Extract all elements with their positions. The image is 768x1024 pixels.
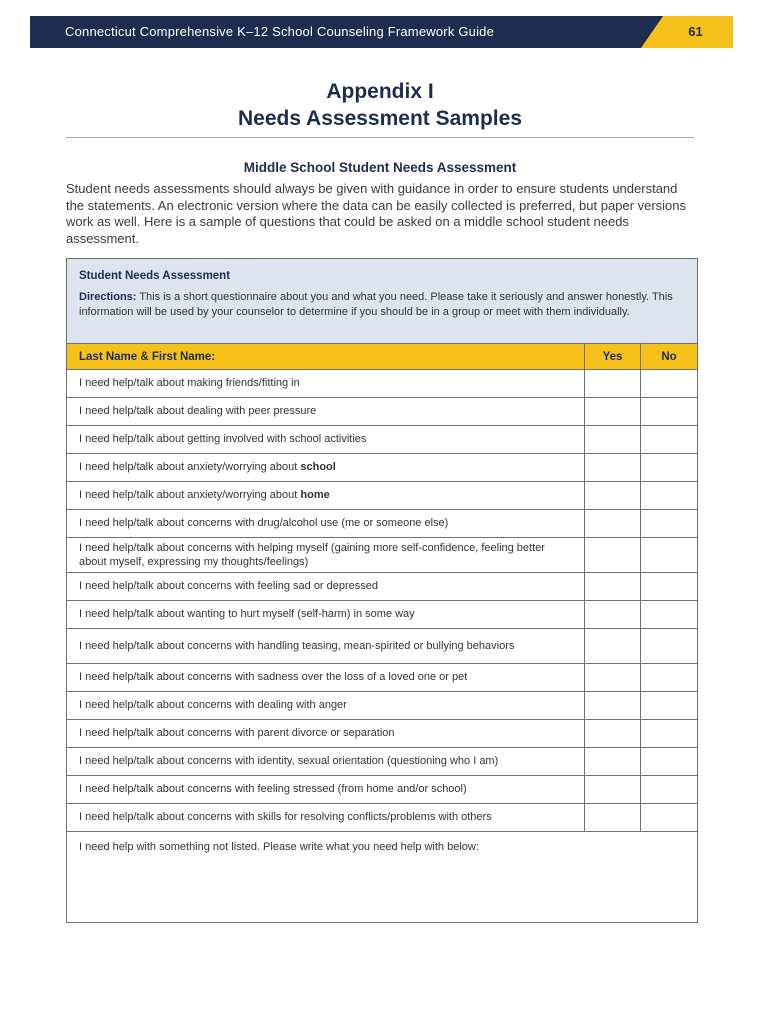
yes-checkbox-cell[interactable]: [585, 776, 641, 804]
table-row: [67, 601, 698, 629]
other-needs-response-area[interactable]: [67, 832, 698, 923]
running-header-title: Connecticut Comprehensive K–12 School Counseling Framework Guide: [65, 24, 495, 39]
item-statement: [67, 601, 585, 629]
other-needs-prompt: I need help with something not listed. Please write what you need help with below:: [79, 841, 479, 853]
table-row: [67, 720, 698, 748]
yes-checkbox-cell[interactable]: [585, 692, 641, 720]
form-directions: [79, 290, 686, 319]
item-statement: [67, 454, 585, 482]
table-row: [67, 692, 698, 720]
item-statement: [67, 538, 585, 573]
item-statement: [67, 510, 585, 538]
section-title: Middle School Student Needs Assessment: [243, 160, 517, 175]
table-row: [67, 776, 698, 804]
yes-checkbox-cell[interactable]: [585, 426, 641, 454]
yes-checkbox-cell[interactable]: [585, 538, 641, 573]
no-checkbox-cell[interactable]: [641, 692, 698, 720]
table-row: [67, 482, 698, 510]
no-checkbox-cell[interactable]: [641, 510, 698, 538]
item-emphasis: home: [300, 489, 330, 502]
form-title: Student Needs Assessment: [79, 270, 231, 282]
table-row: [67, 664, 698, 692]
no-checkbox-cell[interactable]: [641, 454, 698, 482]
yes-checkbox-cell[interactable]: [585, 573, 641, 601]
item-statement: [67, 776, 585, 804]
yes-checkbox-cell[interactable]: [585, 510, 641, 538]
table-row: [67, 398, 698, 426]
no-checkbox-cell[interactable]: [641, 538, 698, 573]
no-checkbox-cell[interactable]: [641, 426, 698, 454]
item-statement: [67, 398, 585, 426]
table-row: [67, 573, 698, 601]
item-statement: [67, 370, 585, 398]
no-checkbox-cell[interactable]: [641, 720, 698, 748]
yes-checkbox-cell[interactable]: [585, 720, 641, 748]
intro-paragraph: Student needs assessments should always be given with guidance in order to ensure students understand the statements. An electronic version where the data can be easily collected is preferred, but paper versions work as well. Here is a sample of questions that could be asked on a middle school student needs assessment.: [66, 181, 687, 246]
no-checkbox-cell[interactable]: [641, 398, 698, 426]
no-checkbox-cell[interactable]: [641, 629, 698, 664]
directions-text: This is a short questionnaire about you and what you need. Please take it seriously and answer honestly. This information will be used by your counselor to determine if you should be in a group or meet with them individually.: [79, 291, 673, 318]
yes-checkbox-cell[interactable]: [585, 664, 641, 692]
item-statement: [67, 573, 585, 601]
item-text: I need help/talk about getting involved with school activities: [79, 433, 367, 446]
item-text: I need help/talk about concerns with feeling sad or depressed: [79, 580, 379, 593]
item-statement: [67, 720, 585, 748]
table-row: [67, 370, 698, 398]
table-row: [67, 538, 698, 573]
yes-header: Yes: [585, 344, 641, 370]
no-checkbox-cell[interactable]: [641, 804, 698, 832]
item-statement: [67, 692, 585, 720]
name-header: Last Name & First Name:: [67, 344, 585, 370]
yes-checkbox-cell[interactable]: [585, 748, 641, 776]
no-header: No: [641, 344, 698, 370]
no-checkbox-cell[interactable]: [641, 482, 698, 510]
yes-checkbox-cell[interactable]: [585, 629, 641, 664]
yes-checkbox-cell[interactable]: [585, 482, 641, 510]
table-row: [67, 426, 698, 454]
directions-label: Directions:: [79, 291, 137, 303]
no-checkbox-cell[interactable]: [641, 573, 698, 601]
page-number: 61: [688, 24, 703, 39]
table-row: [67, 629, 698, 664]
table-row: [67, 748, 698, 776]
item-text: I need help/talk about concerns with dealing with anger: [79, 699, 347, 712]
running-header: [30, 16, 733, 48]
item-text: I need help/talk about concerns with handling teasing, mean-spirited or bullying behaviors: [79, 639, 515, 652]
no-checkbox-cell[interactable]: [641, 776, 698, 804]
yes-checkbox-cell[interactable]: [585, 804, 641, 832]
title-divider: [66, 137, 694, 138]
form-directions-cell: [67, 259, 698, 344]
item-statement: [67, 482, 585, 510]
yes-checkbox-cell[interactable]: [585, 370, 641, 398]
yes-checkbox-cell[interactable]: [585, 601, 641, 629]
form-header-row: [67, 344, 698, 370]
item-statement: [67, 804, 585, 832]
appendix-title: Appendix I: [326, 80, 434, 103]
item-statement: [67, 629, 585, 664]
item-text: I need help/talk about concerns with skills for resolving conflicts/problems with others: [79, 811, 492, 824]
item-text: I need help/talk about dealing with peer pressure: [79, 405, 317, 418]
item-text: I need help/talk about anxiety/worrying about: [79, 461, 301, 474]
item-text: I need help/talk about wanting to hurt myself (self-harm) in some way: [79, 608, 415, 621]
item-text: I need help/talk about concerns with identity, sexual orientation (questioning who I am): [79, 755, 499, 768]
item-statement: [67, 748, 585, 776]
item-text: I need help/talk about concerns with drug/alcohol use (me or someone else): [79, 517, 449, 530]
no-checkbox-cell[interactable]: [641, 748, 698, 776]
item-text: I need help/talk about concerns with parent divorce or separation: [79, 727, 395, 740]
other-needs-row: [67, 832, 698, 923]
item-statement: [67, 664, 585, 692]
yes-checkbox-cell[interactable]: [585, 398, 641, 426]
table-row: [67, 454, 698, 482]
item-text: I need help/talk about concerns with helping myself (gaining more self-confidence, feeling better about myself, expressing my thoughts/feelings): [79, 541, 545, 568]
appendix-subtitle: Needs Assessment Samples: [237, 107, 523, 130]
item-emphasis: school: [300, 461, 336, 474]
item-text: I need help/talk about anxiety/worrying about: [79, 489, 301, 502]
yes-checkbox-cell[interactable]: [585, 454, 641, 482]
item-text: I need help/talk about making friends/fitting in: [79, 377, 300, 390]
form-directions-row: [67, 259, 698, 344]
item-text: I need help/talk about concerns with sadness over the loss of a loved one or pet: [79, 671, 468, 684]
item-statement: [67, 426, 585, 454]
no-checkbox-cell[interactable]: [641, 370, 698, 398]
needs-assessment-form: [66, 258, 698, 923]
no-checkbox-cell[interactable]: [641, 664, 698, 692]
table-row: [67, 510, 698, 538]
item-text: I need help/talk about concerns with feeling stressed (from home and/or school): [79, 783, 467, 796]
table-row: [67, 804, 698, 832]
no-checkbox-cell[interactable]: [641, 601, 698, 629]
